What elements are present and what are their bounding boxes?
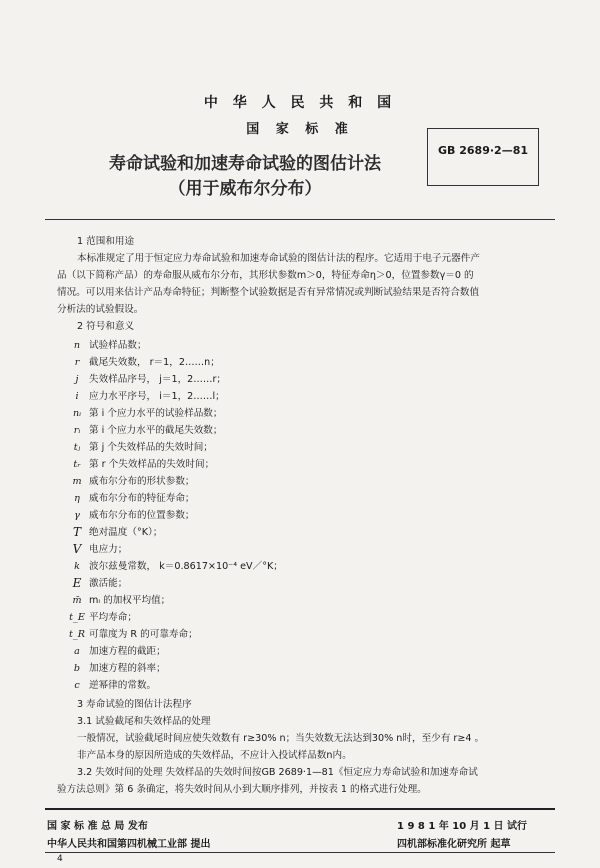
standard-code: GB 2689·2—81 [438, 144, 528, 157]
symbol: tᵣ [73, 459, 81, 470]
symbol-description: 第 j 个失效样品的失效时间； [89, 442, 213, 453]
symbol: m̄ [72, 595, 82, 606]
standard-code-box [427, 128, 539, 186]
symbol-description: 激活能； [89, 578, 128, 589]
symbol-description: 第 r 个失效样品的失效时间； [89, 459, 215, 470]
symbol-description: 加速方程的截距； [89, 646, 166, 657]
standard-type: 国 家 标 准 [246, 122, 354, 137]
symbol: tⱼ [73, 442, 81, 453]
header-divider [45, 219, 555, 220]
symbol-description: 逆幂律的常数。 [89, 680, 157, 691]
symbol: i [75, 391, 79, 402]
section3-1-line2: 非产品本身的原因所造成的失效样品，不应计入投试样品数n内。 [77, 750, 352, 761]
symbol-description: 平均寿命； [89, 612, 137, 623]
section1-line1: 本标准规定了用于恒定应力寿命试验和加速寿命试验的图估计法的程序。它适用于电子元器件产 [77, 253, 480, 264]
symbol-description: 电应力； [89, 544, 128, 555]
symbol: η [74, 493, 80, 504]
symbol: t_E [69, 612, 85, 623]
symbol: r [74, 357, 80, 368]
symbol: m [72, 476, 82, 487]
symbol: j [75, 374, 79, 385]
symbol-description: 加速方程的斜率； [89, 663, 166, 674]
symbol: b [73, 663, 81, 674]
symbol: T [72, 525, 81, 539]
section2-heading: 2 符号和意义 [77, 321, 135, 332]
page-number: 4 [57, 854, 63, 864]
symbol: rᵢ [73, 425, 81, 436]
section1-line4: 分析法的试验假设。 [57, 304, 144, 315]
symbol-description: 试验样品数； [89, 340, 147, 351]
symbol-description: 威布尔分布的特征寿命； [89, 493, 195, 504]
country-title: 中 华 人 民 共 和 国 [203, 95, 397, 111]
footer-divider [45, 808, 555, 810]
section3-1-line1: 一般情况，试验截尾时间应使失效数有 r≥30% n；当失效数无法达到30% n时，至少有 r≥4 。 [77, 733, 485, 744]
footer-proposer: 中华人民共和国第四机械工业部 提出 [47, 839, 211, 850]
symbol-description: 应力水平序号， i＝1，2……l； [89, 391, 225, 402]
symbol-description: 失效样品序号， j＝1，2……r； [89, 374, 226, 385]
section1-line3: 情况。可以用来估计产品寿命特征；判断整个试验数据是否有异常情况或判断试验结果是否符合数值 [57, 287, 480, 298]
section3-heading: 3 寿命试验的图估计法程序 [77, 699, 192, 710]
footer-issuer: 国 家 标 准 总 局 发布 [47, 821, 148, 832]
symbol-description: 威布尔分布的形状参数； [89, 476, 195, 487]
section1-line2: 品（以下简称产品）的寿命服从威布尔分布，其形状参数m＞0，特征寿命η＞0，位置参数γ＝0 的 [57, 270, 474, 281]
section3-2-line2: 验方法总则》第 6 条确定，将失效时间从小到大顺序排列，并按表 1 的格式进行处理。 [57, 784, 427, 795]
symbol: γ [74, 510, 80, 521]
symbol: n [73, 340, 81, 351]
symbol: E [72, 576, 82, 590]
footer-drafter: 四机部标准化研究所 起草 [397, 839, 511, 850]
symbol-description: mᵢ 的加权平均值； [89, 595, 171, 606]
symbol: k [74, 561, 80, 572]
symbol: nᵢ [72, 408, 82, 419]
symbol-description: 第 i 个应力水平的试验样品数； [89, 408, 223, 419]
symbol-description: 可靠度为 R 的可靠寿命； [89, 629, 198, 640]
symbol-description: 第 i 个应力水平的截尾失效数； [89, 425, 223, 436]
symbol: c [74, 680, 80, 691]
document-title: 寿命试验和加速寿命试验的图估计法 [109, 154, 381, 174]
footer-bottom-divider [45, 852, 555, 853]
symbol-description: 波尔兹曼常数， k＝0.8617×10⁻⁴ eV／°K； [89, 561, 283, 572]
section3-2-line1: 3.2 失效时间的处理 失效样品的失效时间按GB 2689·1—81《恒定应力寿命试验和加速寿命试 [77, 767, 478, 778]
document-subtitle: （用于威布尔分布） [168, 179, 322, 199]
symbol-description: 截尾失效数， r＝1，2……n； [89, 357, 220, 368]
symbol: t_R [69, 629, 85, 640]
symbol: a [74, 646, 80, 657]
symbol: V [72, 542, 82, 556]
footer-date: 1 9 8 1 年 10 月 1 日 试行 [397, 821, 528, 832]
section1-heading: 1 范围和用途 [77, 236, 135, 247]
symbol-description: 威布尔分布的位置参数； [89, 510, 195, 521]
symbol-description: 绝对温度（°K）； [89, 527, 163, 538]
section3-1-heading: 3.1 试验截尾和失效样品的处理 [77, 716, 211, 727]
